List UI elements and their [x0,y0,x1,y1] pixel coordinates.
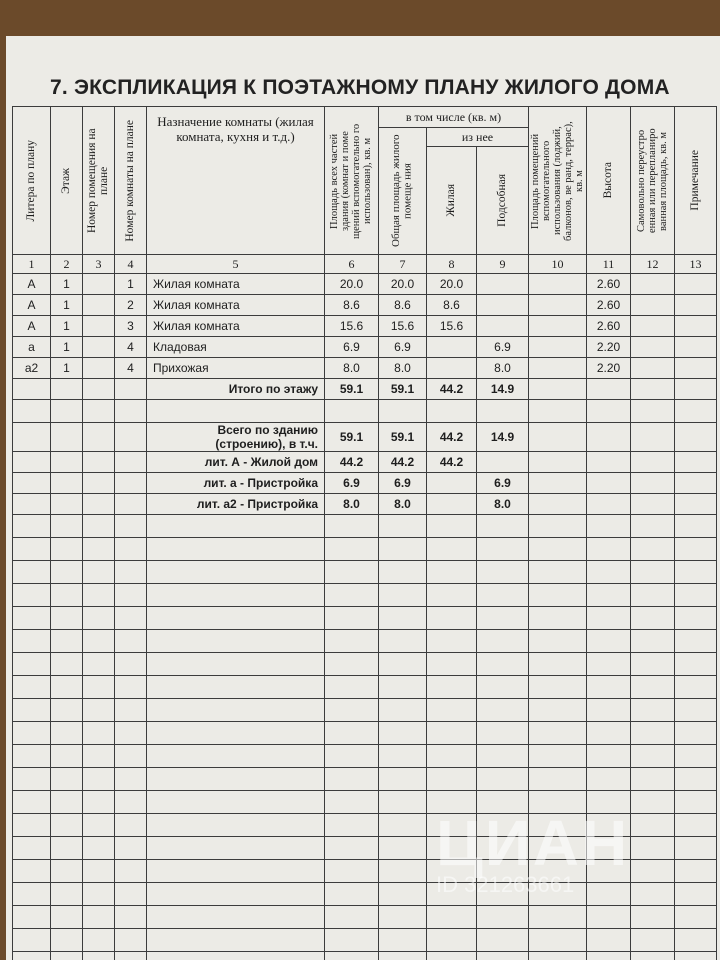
cell-vspomog [529,274,587,295]
cell-ploshad: 6.9 [325,337,379,358]
cell-ploshad: 6.9 [325,473,379,494]
cell-primechanie [675,316,717,337]
cell-zhilaya [427,494,477,515]
cell-vspomog [529,295,587,316]
cell-nomer_pomesh [83,337,115,358]
page-title: 7. ЭКСПЛИКАЦИЯ К ПОЭТАЖНОМУ ПЛАНУ ЖИЛОГО ДОМА [50,76,670,99]
cell-primechanie [675,337,717,358]
blank-row [13,929,717,952]
blank-row [13,515,717,538]
cell-naznach: Жилая комната [147,295,325,316]
blank-row [13,745,717,768]
floor-total-label: Итого по этажу [147,379,325,400]
cell-ploshad: 8.6 [325,295,379,316]
blank-row [13,538,717,561]
header-ploshad: Площадь всех частей здания (комнат и поме щений вспомогательно го использован), кв. м [325,107,379,255]
header-v-tom-chisle: в том числе (кв. м) [379,107,529,128]
cell-obshaya: 59.1 [379,423,427,452]
cell-ploshad: 20.0 [325,274,379,295]
cell-ploshad: 59.1 [325,423,379,452]
column-numbers-row: 1 2 3 4 5 6 7 8 9 10 11 12 13 [13,255,717,274]
cell-samovolno [631,316,675,337]
cell-nomer_komn: 4 [115,337,147,358]
cell-podsobnaya: 14.9 [477,423,529,452]
cell-litera: А [13,316,51,337]
blank-row [13,607,717,630]
cell-vspomog [529,316,587,337]
building-total-row [13,473,717,494]
table-row [13,316,717,337]
cell-obshaya: 8.6 [379,295,427,316]
cell-litera: а [13,337,51,358]
cell-litera: А [13,274,51,295]
blank-row [13,584,717,607]
header-iz-nee: из нее [427,128,529,147]
cell-samovolno [631,274,675,295]
room-rows [13,274,717,379]
cell-vysota: 2.60 [587,316,631,337]
cell-label: лит. а - Пристройка [147,473,325,494]
header-row [13,107,717,128]
cell-podsobnaya: 6.9 [477,473,529,494]
cell-zhilaya [427,337,477,358]
cell-samovolno [631,295,675,316]
blank-row [13,722,717,745]
blank-row [13,561,717,584]
cell-nomer_pomesh [83,274,115,295]
cell-zhilaya: 44.2 [427,452,477,473]
cell-nomer_pomesh [83,316,115,337]
cell-naznach: Жилая комната [147,316,325,337]
watermark-id: ID 321263661 [436,872,575,897]
cell-primechanie [675,274,717,295]
table-row [13,358,717,379]
cell-etazh: 1 [51,316,83,337]
cell-naznach: Прихожая [147,358,325,379]
cell-podsobnaya: 6.9 [477,337,529,358]
cell-label: лит. А - Жилой дом [147,452,325,473]
cell-podsobnaya [477,274,529,295]
cell-etazh: 1 [51,358,83,379]
cell-nomer_pomesh [83,295,115,316]
cell-label: Всего по зданию (строению), в т.ч. [147,423,325,452]
cell-vysota: 2.60 [587,295,631,316]
cell-zhilaya [427,473,477,494]
header-vysota: Высота [587,107,631,255]
cell-obshaya: 8.0 [379,494,427,515]
cell-podsobnaya [477,316,529,337]
cell-zhilaya [427,358,477,379]
cell-obshaya: 8.0 [379,358,427,379]
cell-ploshad: 8.0 [325,358,379,379]
cell-vysota: 2.20 [587,337,631,358]
header-primechanie: Примечание [675,107,717,255]
building-total-rows [13,423,717,515]
cell-nomer_komn: 4 [115,358,147,379]
building-total-row [13,494,717,515]
cell-samovolno [631,337,675,358]
cell-naznach: Кладовая [147,337,325,358]
cell-obshaya: 15.6 [379,316,427,337]
header-naznach: Назначение комнаты (жилая комната, кухня и т.д.) [147,107,325,255]
cell-nomer_komn: 3 [115,316,147,337]
header-litera: Литера по плану [13,107,51,255]
cell-nomer_komn: 1 [115,274,147,295]
cell-obshaya: 6.9 [379,337,427,358]
blank-row [13,653,717,676]
cell-vspomog [529,337,587,358]
header-nomer-komn: Номер комнаты на плане [115,107,147,255]
table-row [13,337,717,358]
cell-primechanie [675,358,717,379]
watermark-logo: ЦИАН [436,807,630,879]
cell-podsobnaya [477,452,529,473]
blank-row [13,768,717,791]
cell-etazh: 1 [51,274,83,295]
document-sheet [6,36,720,960]
cell-etazh: 1 [51,337,83,358]
header-vspomog: Площадь помещений вспомогательного использования (лоджий, балконов, ве ранд, террас), кв. м [529,107,587,255]
cell-vysota: 2.20 [587,358,631,379]
header-obshaya: Общая площадь жилого помеще ния [379,128,427,255]
watermark [436,806,656,916]
cell-obshaya: 20.0 [379,274,427,295]
cell-ploshad: 8.0 [325,494,379,515]
table-row [13,274,717,295]
cell-zhilaya: 44.2 [427,423,477,452]
cell-vspomog [529,358,587,379]
blank-row [13,630,717,653]
cell-zhilaya: 8.6 [427,295,477,316]
cell-nomer_komn: 2 [115,295,147,316]
header-nomer-pomesh: Номер помещения на плане [83,107,115,255]
cell-podsobnaya: 8.0 [477,358,529,379]
cell-podsobnaya [477,295,529,316]
cell-naznach: Жилая комната [147,274,325,295]
cell-vysota: 2.60 [587,274,631,295]
blank-row [13,699,717,722]
cell-obshaya: 6.9 [379,473,427,494]
cell-ploshad: 15.6 [325,316,379,337]
cell-zhilaya: 15.6 [427,316,477,337]
cell-nomer_pomesh [83,358,115,379]
header-samovolno: Самовольно переустро енная или перепланиро ванная площадь, кв. м [631,107,675,255]
building-total-row [13,423,717,452]
cell-zhilaya: 20.0 [427,274,477,295]
blank-row [13,952,717,960]
cell-samovolno [631,358,675,379]
cell-ploshad: 44.2 [325,452,379,473]
cell-litera: а2 [13,358,51,379]
cell-label: лит. а2 - Пристройка [147,494,325,515]
cell-primechanie [675,295,717,316]
building-total-row [13,452,717,473]
cell-etazh: 1 [51,295,83,316]
table-row [13,295,717,316]
blank-row [13,676,717,699]
header-etazh: Этаж [51,107,83,255]
cell-podsobnaya: 8.0 [477,494,529,515]
header-zhilaya: Жилая [427,147,477,255]
floor-total-row: Итого по этажу 59.1 59.1 44.2 14.9 [13,379,717,400]
header-podsobnaya: Подсобная [477,147,529,255]
cell-obshaya: 44.2 [379,452,427,473]
cell-litera: А [13,295,51,316]
